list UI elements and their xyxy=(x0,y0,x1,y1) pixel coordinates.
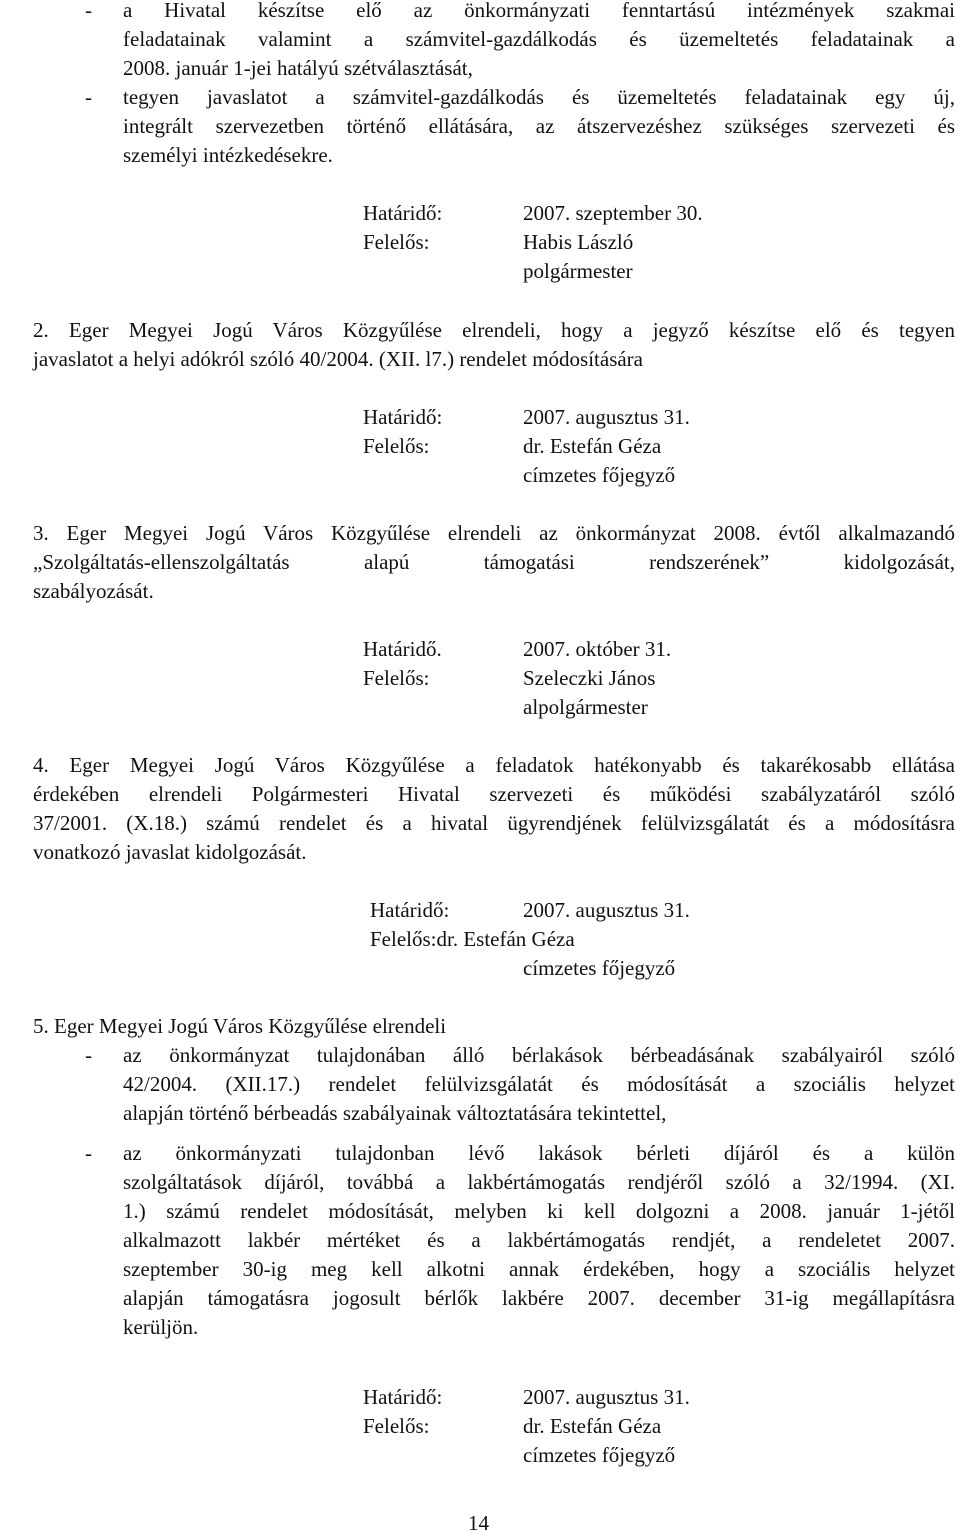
deadline-label: Határidő: xyxy=(363,405,443,429)
p5-bullet-2-line-5: szeptember 30-ig meg kell alkotni annak érdekében, hogy a szociális helyzet xyxy=(123,1257,955,1281)
responsible-label-and-name: Felelős:dr. Estefán Géza xyxy=(370,927,575,951)
p5-bullet-1-line-3: alapján történő bérbeadás szabályainak változtatására tekintettel, xyxy=(123,1101,667,1125)
responsible-role: polgármester xyxy=(523,259,633,283)
deadline-label: Határidő: xyxy=(363,201,443,225)
intro-bullet-1-line-1: a Hivatal készítse elő az önkormányzati fenntartású intézmények szakmai xyxy=(123,0,955,22)
deadline-value: 2007. szeptember 30. xyxy=(523,201,703,225)
deadline-value: 2007. augusztus 31. xyxy=(523,1385,690,1409)
deadline-value: 2007. október 31. xyxy=(523,637,672,661)
p5-bullet-2-line-7: kerüljön. xyxy=(123,1315,199,1339)
responsible-name: Habis László xyxy=(523,230,634,254)
paragraph-3-line-3: szabályozását. xyxy=(33,579,154,603)
responsible-label: Felelős: xyxy=(363,1414,430,1438)
paragraph-2-line-1: 2. Eger Megyei Jogú Város Közgyűlése elrendeli, hogy a jegyző készítse elő és tegyen xyxy=(33,318,955,342)
intro-bullet-2-line-3: személyi intézkedésekre. xyxy=(123,143,333,167)
deadline-label: Határidő: xyxy=(370,898,450,922)
p5-bullet-1-line-1: az önkormányzat tulajdonában álló bérlakások bérbeadásának szabályairól szóló xyxy=(123,1043,955,1067)
paragraph-2-line-2: javaslatot a helyi adókról szóló 40/2004. (XII. l7.) rendelet módosítására xyxy=(33,347,643,371)
deadline-label: Határidő. xyxy=(363,637,442,661)
p5-bullet-2-line-1: az önkormányzati tulajdonban lévő lakások bérleti díjáról és a külön xyxy=(123,1141,955,1165)
responsible-name: Szeleczki János xyxy=(523,666,656,690)
paragraph-4-line-2: érdekében elrendeli Polgármesteri Hivatal szervezeti és működési szabályzatáról szóló xyxy=(33,782,955,806)
responsible-role: címzetes főjegyző xyxy=(523,1443,676,1467)
intro-bullet-2-line-1: tegyen javaslatot a számvitel-gazdálkodás és üzemeltetés feladatainak egy új, xyxy=(123,85,955,109)
p5-bullet-2-line-6: alapján támogatásra jogosult bérlők lakbére 2007. december 31-ig megállapításra xyxy=(123,1286,955,1310)
responsible-name: dr. Estefán Géza xyxy=(523,434,662,458)
paragraph-3-line-1: 3. Eger Megyei Jogú Város Közgyűlése elrendeli az önkormányzat 2008. évtől alkalmazandó xyxy=(33,521,955,545)
responsible-label: Felelős: xyxy=(363,434,430,458)
paragraph-4-line-3: 37/2001. (X.18.) számú rendelet és a hivatal ügyrendjének felülvizsgálatát és a módosításra xyxy=(33,811,955,835)
bullet-dash: - xyxy=(85,0,92,22)
paragraph-5-heading: 5. Eger Megyei Jogú Város Közgyűlése elrendeli xyxy=(33,1014,447,1038)
deadline-label: Határidő: xyxy=(363,1385,443,1409)
bullet-dash: - xyxy=(85,1141,92,1165)
intro-bullet-2-line-2: integrált szervezetben történő ellátására, az átszervezéshez szükséges szervezeti és xyxy=(123,114,955,138)
intro-bullet-1-line-2: feladatainak valamint a számvitel-gazdálkodás és üzemeltetés feladatainak a xyxy=(123,27,955,51)
intro-bullet-1-line-3: 2008. január 1-jei hatályú szétválasztását, xyxy=(123,56,473,80)
paragraph-4-line-4: vonatkozó javaslat kidolgozását. xyxy=(33,840,307,864)
responsible-role: címzetes főjegyző xyxy=(523,463,676,487)
p5-bullet-1-line-2: 42/2004. (XII.17.) rendelet felülvizsgálatát és módosítását a szociális helyzet xyxy=(123,1072,955,1096)
bullet-dash: - xyxy=(85,1043,92,1067)
page-number: 14 xyxy=(468,1511,489,1535)
responsible-label: Felelős: xyxy=(363,666,430,690)
p5-bullet-2-line-3: 1.) számú rendelet módosítását, melyben ki kell dolgozni a 2008. január 1-jétől xyxy=(123,1199,955,1223)
deadline-value: 2007. augusztus 31. xyxy=(523,405,690,429)
responsible-label: Felelős: xyxy=(363,230,430,254)
p5-bullet-2-line-2: szolgáltatások díjáról, továbbá a lakbértámogatás rendjéről szóló a 32/1994. (XI. xyxy=(123,1170,955,1194)
bullet-dash: - xyxy=(85,85,92,109)
paragraph-3-line-2: „Szolgáltatás-ellenszolgáltatás alapú támogatási rendszerének” kidolgozását, xyxy=(33,550,955,574)
responsible-role: alpolgármester xyxy=(523,695,648,719)
p5-bullet-2-line-4: alkalmazott lakbér mértéket és a lakbértámogatás rendjét, a rendeletet 2007. xyxy=(123,1228,955,1252)
responsible-role: címzetes főjegyző xyxy=(523,956,676,980)
paragraph-4-line-1: 4. Eger Megyei Jogú Város Közgyűlése a feladatok hatékonyabb és takarékosabb ellátása xyxy=(33,753,955,777)
deadline-value: 2007. augusztus 31. xyxy=(523,898,690,922)
responsible-name: dr. Estefán Géza xyxy=(523,1414,662,1438)
